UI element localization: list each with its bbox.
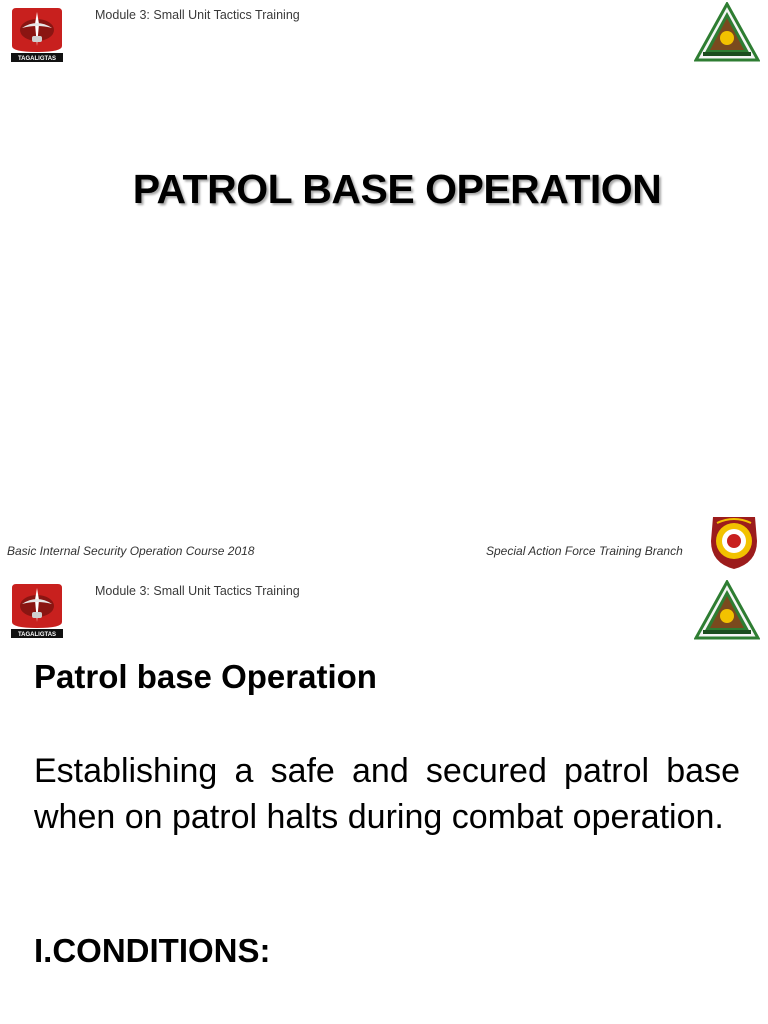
svg-text:TAGALIGTAS: TAGALIGTAS (17, 56, 57, 62)
slide-title: PATROL BASE OPERATION (132, 166, 662, 212)
module-title: Module 3: Small Unit Tactics Training (95, 584, 300, 598)
tagaligtas-logo (8, 582, 66, 640)
branch-footer: Special Action Force Training Branch (486, 544, 683, 558)
training-triangle-emblem (694, 580, 760, 640)
training-triangle-emblem (694, 2, 760, 62)
tagaligtas-logo (8, 6, 66, 64)
section-heading: Patrol base Operation (34, 658, 377, 695)
course-footer: Basic Internal Security Operation Course 2018 (7, 544, 255, 558)
conditions-heading: I.CONDITIONS: (34, 932, 271, 969)
saf-seal (707, 511, 761, 571)
svg-text:TAGALIGTAS: TAGALIGTAS (17, 632, 57, 638)
definition-text: Establishing a safe and secured patrol base when on patrol halts during combat operation. (34, 752, 740, 836)
module-title: Module 3: Small Unit Tactics Training (95, 8, 300, 22)
